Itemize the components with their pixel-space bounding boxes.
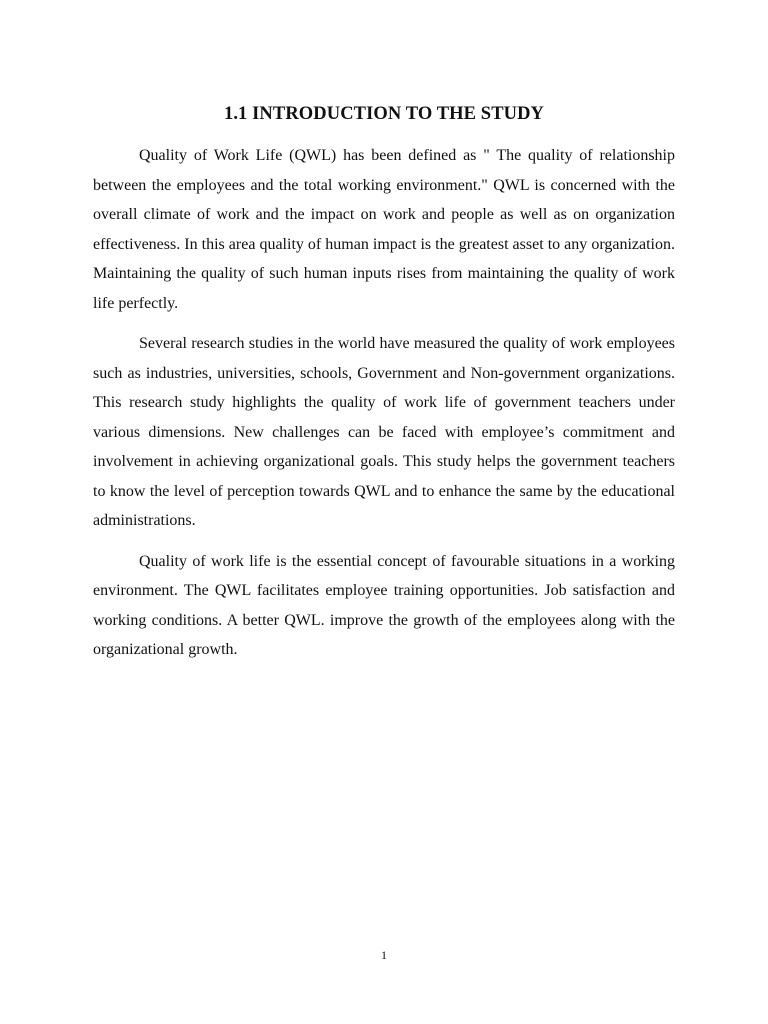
paragraph-2: Several research studies in the world have measured the quality of work employees such as industries, universities, schools, Government and Non-government organizations. This research study highlights the quality of work life of government teachers under various dimensions. New challenges can be faced with employee’s commitment and involvement in achieving organizational goals. This study helps the government teachers to know the level of perception towards QWL and to enhance the same by the educational administrations. [93,335,675,529]
paragraph-3: Quality of work life is the essential concept of favourable situations in a working environment. The QWL facilitates employee training opportunities. Job satisfaction and working conditions. A better QWL. improve the growth of the employees along with the organizational growth. [93,552,675,658]
section-heading: 1.1 INTRODUCTION TO THE STUDY [223,104,545,124]
body-text [93,141,675,676]
page-number: 1 [381,948,387,962]
paragraph-1: Quality of Work Life (QWL) has been defined as " The quality of relationship between the employees and the total working environment." QWL is concerned with the overall climate of work and the impact on work and people as well as on organization effectiveness. In this area quality of human impact is the greatest asset to any organization. Maintaining the quality of such human inputs rises from maintaining the quality of work life perfectly. [93,147,675,312]
